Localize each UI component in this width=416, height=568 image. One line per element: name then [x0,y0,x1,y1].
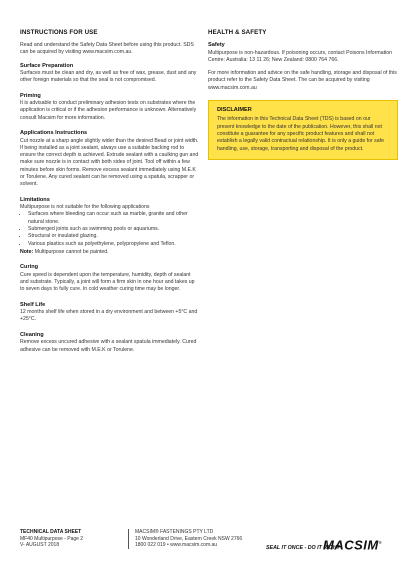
cleaning-heading: Cleaning [20,331,44,338]
limitations-list [20,211,200,247]
disclaimer-text: The information in this Technical Data Sheet (TDS) is based on our present knowledge to the date of the publication. However, this shall not constitute a guarantee for any specific product features and shall not establish a legally valid contractual relationship. It is only a guide for safe handling, use, storage, transporting and disposal of the product. [217,116,384,152]
list-item: • Structural or insulated glazing. [28,233,200,240]
shelf-life-section [20,302,200,324]
list-item: • Surfaces where bleeding can occur such as marble, granite and other natural stone. [28,211,200,226]
note-text: Multipurpose cannot be painted. [33,248,109,255]
footer-contact: 1800 022 019 • www.macsim.com.au [135,542,218,549]
priming-text: It is advisable to conduct preliminary adhesion tests on substrates where the application is critical or if the adhesion performance is unknown. Alternatively consult Macsim for more information. [20,100,197,121]
footer-doc-info [20,529,83,549]
instructions-title: INSTRUCTIONS FOR USE [20,29,98,36]
surface-preparation-heading: Surface Preparation [20,62,74,69]
list-item: • Various plastics such as polyethylene, polypropylene and Teflon. [28,241,200,248]
footer-company-info [128,529,242,549]
applications-text: Cut nozzle at a sharp angle slightly wider than the desired Bead or joint width. If being installed as a joint sealant, always use a suitable backing rod to ensure the correct depth is achieved. Extrude sealant with a caulking gun and make sure nozzle is in contact with both sides of joint. Tool off within a few minutes before skin forms. Remove excess sealant immediately using M.E.K or Torulene. Any cured sealant can be removed using a spatula, scrapper or solvent. [20,137,199,188]
limitations-lead: Multipurpose is not suitable for the following applications [20,204,150,211]
more-info-text: For more information and advice on the safe handling, storage and disposal of this product refer to the Safety Data Sheet. The can be acquired by visiting www.macsim.com.au [208,70,397,91]
surface-preparation-text: Surfaces must be clean and dry, as well as free of wax, grease, dust and any other foreign materials so that the seal is not compromised. [20,70,197,84]
cleaning-text: Remove excess uncured adhesive with a sealant spatula immediately. Cured adhesive can be removed with M.E.K or Torulene. [20,339,197,353]
list-item: • Submerged joints such as swimming pools or aquariums. [28,226,200,233]
cleaning-section [20,332,200,354]
footer-version: V- AUGUST 2018 [20,542,60,549]
surface-preparation-section [20,63,200,85]
safety-heading: Safety [208,42,225,48]
footer-doc-type: TECHNICAL DATA SHEET [20,529,82,535]
disclaimer-heading: DISCLAIMER [217,106,252,113]
shelf-life-text: 12 months shelf life when stored in a dry environment and between +5°C and +25°C. [20,309,198,323]
priming-heading: Priming [20,92,41,99]
priming-section [20,93,200,122]
footer-doc-id: MF40 Multipurpose - Page 2 [20,535,84,542]
right-column [208,29,398,160]
applications-heading: Applications Instructions [20,130,88,137]
limitations-heading: Limitations [20,196,50,203]
footer-address: 10 Wonderland Drive, Eastern Creek NSW 2766 [135,535,243,542]
curing-section [20,264,200,293]
applications-section [20,130,200,189]
footer-slogan: SEAL IT ONCE - DO IT RIGHT [266,545,340,551]
left-column [20,29,200,362]
shelf-life-heading: Shelf Life [20,301,46,308]
curing-text: Cure speed is dependent upon the temperature, humidity, depth of sealant and substrate. Typically, a joint will form a firm skin in one hour and takes up to seven days to fully cure. In cold weather curing time may be longer. [20,271,195,293]
limitations-note [20,249,200,256]
intro-text: Read and understand the Safety Data Sheet before using this product. SDS can be acquired by visiting www.macsim.com.au. [20,42,194,56]
limitations-section [20,197,200,257]
logo-registered-mark: ® [378,540,383,545]
safety-text: Multipurpose is non-hazardous. If poisoning occurs, contact Poisons Information Centre: Australia: 13 11 26; New Zealand: 0800 764 766. [208,49,392,63]
disclaimer-box [208,100,398,160]
curing-heading: Curing [20,264,39,271]
macsim-logo [323,537,383,553]
health-safety-title: HEALTH & SAFETY [208,29,267,36]
note-label: Note: [20,248,34,255]
logo-text: MACSIM [323,537,379,553]
footer-company: MACSIM® FASTENINGS PTY LTD [135,529,214,535]
